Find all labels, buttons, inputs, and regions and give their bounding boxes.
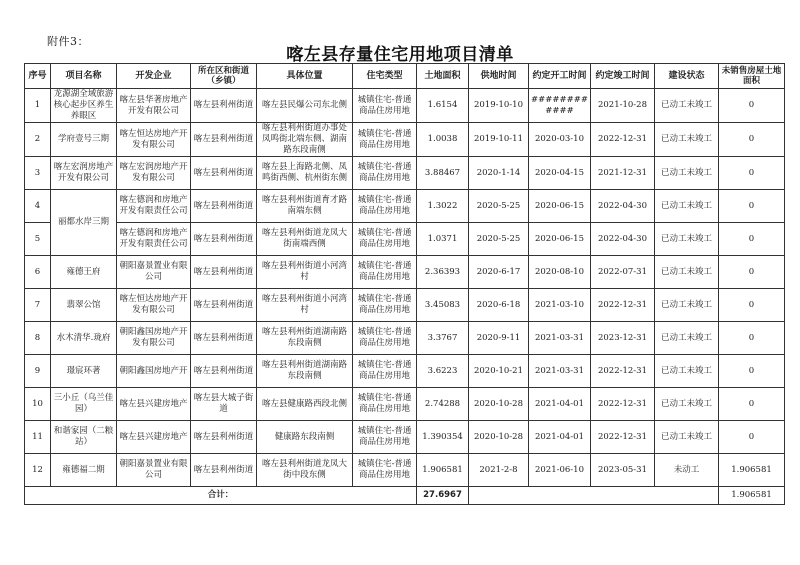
developer-cell: 喀左恒达房地产开发有限公司 xyxy=(117,123,191,157)
page-title: 喀左县存量住宅用地项目清单 xyxy=(286,45,514,65)
housing-type-cell: 城镇住宅-普通商品住房用地 xyxy=(353,421,417,454)
unsold-area-cell: 0 xyxy=(719,157,785,190)
total-empty-cell xyxy=(469,487,719,505)
land-area-cell: 1.906581 xyxy=(417,454,469,487)
project-name-cell: 学府壹号三期 xyxy=(51,123,117,157)
build-status-cell: 已动工未竣工 xyxy=(655,355,719,388)
table-row xyxy=(25,355,785,388)
housing-type-cell: 城镇住宅-普通商品住房用地 xyxy=(353,388,417,421)
finish-date-cell: 2022-04-30 xyxy=(591,223,655,256)
housing-type-cell: 城镇住宅-普通商品住房用地 xyxy=(353,123,417,157)
housing-type-cell: 城镇住宅-普通商品住房用地 xyxy=(353,355,417,388)
project-name-cell: 喀左宏润房地产开发有限公司 xyxy=(51,157,117,190)
header-type: 住宅类型 xyxy=(353,64,417,89)
start-date-cell: 2021-03-31 xyxy=(529,355,591,388)
row-number-cell: 5 xyxy=(25,223,51,256)
district-cell: 喀左县利州街道 xyxy=(191,256,257,289)
attachment-label: 附件3： xyxy=(47,35,89,48)
finish-date-cell: 2022-12-31 xyxy=(591,388,655,421)
location-cell: 喀左县利州街道小河湾村 xyxy=(257,289,353,322)
developer-cell: 喀左恒达房地产开发有限公司 xyxy=(117,289,191,322)
row-number-cell: 3 xyxy=(25,157,51,190)
supply-date-cell: 2020-9-11 xyxy=(469,322,529,355)
supply-date-cell: 2020-10-28 xyxy=(469,421,529,454)
land-area-cell: 1.6154 xyxy=(417,89,469,123)
district-cell: 喀左县利州街道 xyxy=(191,89,257,123)
project-name-cell: 璟宸环著 xyxy=(51,355,117,388)
project-name-cell: 水木清华.珑府 xyxy=(51,322,117,355)
start-date-cell: ############ xyxy=(529,89,591,123)
housing-type-cell: 城镇住宅-普通商品住房用地 xyxy=(353,256,417,289)
developer-cell: 喀左县兴建房地产 xyxy=(117,388,191,421)
location-cell: 喀左县利州街道湖南路东段南侧 xyxy=(257,355,353,388)
housing-type-cell: 城镇住宅-普通商品住房用地 xyxy=(353,289,417,322)
unsold-area-cell: 0 xyxy=(719,190,785,223)
row-number-cell: 1 xyxy=(25,89,51,123)
housing-type-cell: 城镇住宅-普通商品住房用地 xyxy=(353,190,417,223)
project-name-cell: 丽都水岸三期 xyxy=(51,190,117,256)
finish-date-cell: 2021-12-31 xyxy=(591,157,655,190)
table-row xyxy=(25,123,785,157)
table-row xyxy=(25,421,785,454)
build-status-cell: 已动工未竣工 xyxy=(655,421,719,454)
table-row xyxy=(25,289,785,322)
housing-type-cell: 城镇住宅-普通商品住房用地 xyxy=(353,223,417,256)
total-unsold-cell: 1.906581 xyxy=(719,487,785,505)
developer-cell: 喀左德润和房地产开发有限责任公司 xyxy=(117,223,191,256)
developer-cell: 喀左宏润房地产开发有限公司 xyxy=(117,157,191,190)
table-row xyxy=(25,256,785,289)
header-unsold-area: 未销售房屋土地面积 xyxy=(719,64,785,89)
land-area-cell: 3.45083 xyxy=(417,289,469,322)
land-area-cell: 2.36393 xyxy=(417,256,469,289)
location-cell: 喀左县健康路西段北侧 xyxy=(257,388,353,421)
table-row xyxy=(25,322,785,355)
start-date-cell: 2020-03-10 xyxy=(529,123,591,157)
district-cell: 喀左县利州街道 xyxy=(191,355,257,388)
housing-type-cell: 城镇住宅-普通商品住房用地 xyxy=(353,322,417,355)
build-status-cell: 已动工未竣工 xyxy=(655,123,719,157)
land-area-cell: 3.6223 xyxy=(417,355,469,388)
land-area-cell: 1.0038 xyxy=(417,123,469,157)
row-number-cell: 9 xyxy=(25,355,51,388)
district-cell: 喀左县利州街道 xyxy=(191,123,257,157)
location-cell: 喀左县利州街道湖南路东段南侧 xyxy=(257,322,353,355)
supply-date-cell: 2020-5-25 xyxy=(469,190,529,223)
header-company: 开发企业 xyxy=(117,64,191,89)
district-cell: 喀左县大城子街道 xyxy=(191,388,257,421)
developer-cell: 朝阳嘉景置业有限公司 xyxy=(117,256,191,289)
row-number-cell: 2 xyxy=(25,123,51,157)
unsold-area-cell: 0 xyxy=(719,89,785,123)
header-location: 具体位置 xyxy=(257,64,353,89)
unsold-area-cell: 0 xyxy=(719,388,785,421)
district-cell: 喀左县利州街道 xyxy=(191,322,257,355)
row-number-cell: 8 xyxy=(25,322,51,355)
finish-date-cell: 2022-07-31 xyxy=(591,256,655,289)
row-number-cell: 11 xyxy=(25,421,51,454)
developer-cell: 朝阳嘉景置业有限公司 xyxy=(117,454,191,487)
unsold-area-cell: 0 xyxy=(719,289,785,322)
land-area-cell: 3.88467 xyxy=(417,157,469,190)
total-area-cell: 27.6967 xyxy=(417,487,469,505)
build-status-cell: 已动工未竣工 xyxy=(655,322,719,355)
build-status-cell: 已动工未竣工 xyxy=(655,89,719,123)
finish-date-cell: 2022-12-31 xyxy=(591,123,655,157)
total-row xyxy=(25,487,785,505)
finish-date-cell: 2022-12-31 xyxy=(591,421,655,454)
header-area: 土地面积 xyxy=(417,64,469,89)
build-status-cell: 未动工 xyxy=(655,454,719,487)
total-label-cell: 合计： xyxy=(25,487,417,505)
build-status-cell: 已动工未竣工 xyxy=(655,157,719,190)
table-row xyxy=(25,89,785,123)
table-row xyxy=(25,223,785,256)
location-cell: 喀左县利州街道龙凤大街南端西侧 xyxy=(257,223,353,256)
developer-cell: 喀左德润和房地产开发有限责任公司 xyxy=(117,190,191,223)
start-date-cell: 2021-04-01 xyxy=(529,388,591,421)
supply-date-cell: 2020-1-14 xyxy=(469,157,529,190)
project-name-cell: 龙源湖全域旅游核心起步区养生养眼区 xyxy=(51,89,117,123)
unsold-area-cell: 0 xyxy=(719,223,785,256)
housing-type-cell: 城镇住宅-普通商品住房用地 xyxy=(353,157,417,190)
land-area-cell: 2.74288 xyxy=(417,388,469,421)
start-date-cell: 2020-08-10 xyxy=(529,256,591,289)
start-date-cell: 2021-03-10 xyxy=(529,289,591,322)
land-area-cell: 1.3022 xyxy=(417,190,469,223)
supply-date-cell: 2020-6-17 xyxy=(469,256,529,289)
build-status-cell: 已动工未竣工 xyxy=(655,388,719,421)
header-project: 项目名称 xyxy=(51,64,117,89)
build-status-cell: 已动工未竣工 xyxy=(655,289,719,322)
build-status-cell: 已动工未竣工 xyxy=(655,256,719,289)
district-cell: 喀左县利州街道 xyxy=(191,157,257,190)
start-date-cell: 2020-06-15 xyxy=(529,223,591,256)
location-cell: 喀左县利州街道小河湾村 xyxy=(257,256,353,289)
supply-date-cell: 2020-6-18 xyxy=(469,289,529,322)
row-number-cell: 12 xyxy=(25,454,51,487)
start-date-cell: 2021-06-10 xyxy=(529,454,591,487)
finish-date-cell: 2022-12-31 xyxy=(591,355,655,388)
district-cell: 喀左县利州街道 xyxy=(191,190,257,223)
table-row xyxy=(25,454,785,487)
finish-date-cell: 2023-05-31 xyxy=(591,454,655,487)
row-number-cell: 10 xyxy=(25,388,51,421)
supply-date-cell: 2020-10-21 xyxy=(469,355,529,388)
district-cell: 喀左县利州街道 xyxy=(191,289,257,322)
land-area-cell: 3.3767 xyxy=(417,322,469,355)
project-name-cell: 雍德福二期 xyxy=(51,454,117,487)
supply-date-cell: 2019-10-11 xyxy=(469,123,529,157)
header-status: 建设状态 xyxy=(655,64,719,89)
unsold-area-cell: 0 xyxy=(719,355,785,388)
header-finish-date: 约定竣工时间 xyxy=(591,64,655,89)
land-area-cell: 1.390354 xyxy=(417,421,469,454)
header-no: 序号 xyxy=(25,64,51,89)
project-name-cell: 三小丘（乌兰佳园） xyxy=(51,388,117,421)
build-status-cell: 已动工未竣工 xyxy=(655,223,719,256)
table-row xyxy=(25,157,785,190)
row-number-cell: 4 xyxy=(25,190,51,223)
unsold-area-cell: 0 xyxy=(719,421,785,454)
developer-cell: 朝阳鑫国房地产开 xyxy=(117,355,191,388)
developer-cell: 喀左县兴建房地产 xyxy=(117,421,191,454)
project-name-cell: 翡翠公馆 xyxy=(51,289,117,322)
start-date-cell: 2021-04-01 xyxy=(529,421,591,454)
unsold-area-cell: 0 xyxy=(719,256,785,289)
header-supply-date: 供地时间 xyxy=(469,64,529,89)
project-name-cell: 和谐家园（二粮站） xyxy=(51,421,117,454)
location-cell: 健康路东段南侧 xyxy=(257,421,353,454)
supply-date-cell: 2020-5-25 xyxy=(469,223,529,256)
unsold-area-cell: 0 xyxy=(719,123,785,157)
finish-date-cell: 2023-12-31 xyxy=(591,322,655,355)
start-date-cell: 2020-06-15 xyxy=(529,190,591,223)
finish-date-cell: 2021-10-28 xyxy=(591,89,655,123)
housing-type-cell: 城镇住宅-普通商品住房用地 xyxy=(353,89,417,123)
table-row xyxy=(25,388,785,421)
supply-date-cell: 2021-2-8 xyxy=(469,454,529,487)
project-name-cell: 雍德王府 xyxy=(51,256,117,289)
table-row xyxy=(25,190,785,223)
district-cell: 喀左县利州街道 xyxy=(191,454,257,487)
header-district: 所在区和街道（乡镇） xyxy=(191,64,257,89)
developer-cell: 朝阳鑫国房地产开发有限公司 xyxy=(117,322,191,355)
location-cell: 喀左县利州街道办事处凤鸣街北端东侧、湖南路东段南侧 xyxy=(257,123,353,157)
location-cell: 喀左县上海路北侧、凤鸣街西侧、杭州街东侧 xyxy=(257,157,353,190)
start-date-cell: 2021-03-31 xyxy=(529,322,591,355)
land-area-cell: 1.0371 xyxy=(417,223,469,256)
supply-date-cell: 2020-10-28 xyxy=(469,388,529,421)
unsold-area-cell: 0 xyxy=(719,322,785,355)
finish-date-cell: 2022-12-31 xyxy=(591,289,655,322)
district-cell: 喀左县利州街道 xyxy=(191,223,257,256)
build-status-cell: 已动工未竣工 xyxy=(655,190,719,223)
header-row xyxy=(25,64,785,89)
supply-date-cell: 2019-10-10 xyxy=(469,89,529,123)
row-number-cell: 7 xyxy=(25,289,51,322)
unsold-area-cell: 1.906581 xyxy=(719,454,785,487)
location-cell: 喀左县利州街道龙凤大街中段东侧 xyxy=(257,454,353,487)
start-date-cell: 2020-04-15 xyxy=(529,157,591,190)
finish-date-cell: 2022-04-30 xyxy=(591,190,655,223)
row-number-cell: 6 xyxy=(25,256,51,289)
project-table xyxy=(24,63,785,505)
developer-cell: 喀左县华著房地产开发有限公司 xyxy=(117,89,191,123)
location-cell: 喀左县民爆公司东北侧 xyxy=(257,89,353,123)
housing-type-cell: 城镇住宅-普通商品住房用地 xyxy=(353,454,417,487)
district-cell: 喀左县利州街道 xyxy=(191,421,257,454)
header-start-date: 约定开工时间 xyxy=(529,64,591,89)
location-cell: 喀左县利州街道育才路南端东侧 xyxy=(257,190,353,223)
